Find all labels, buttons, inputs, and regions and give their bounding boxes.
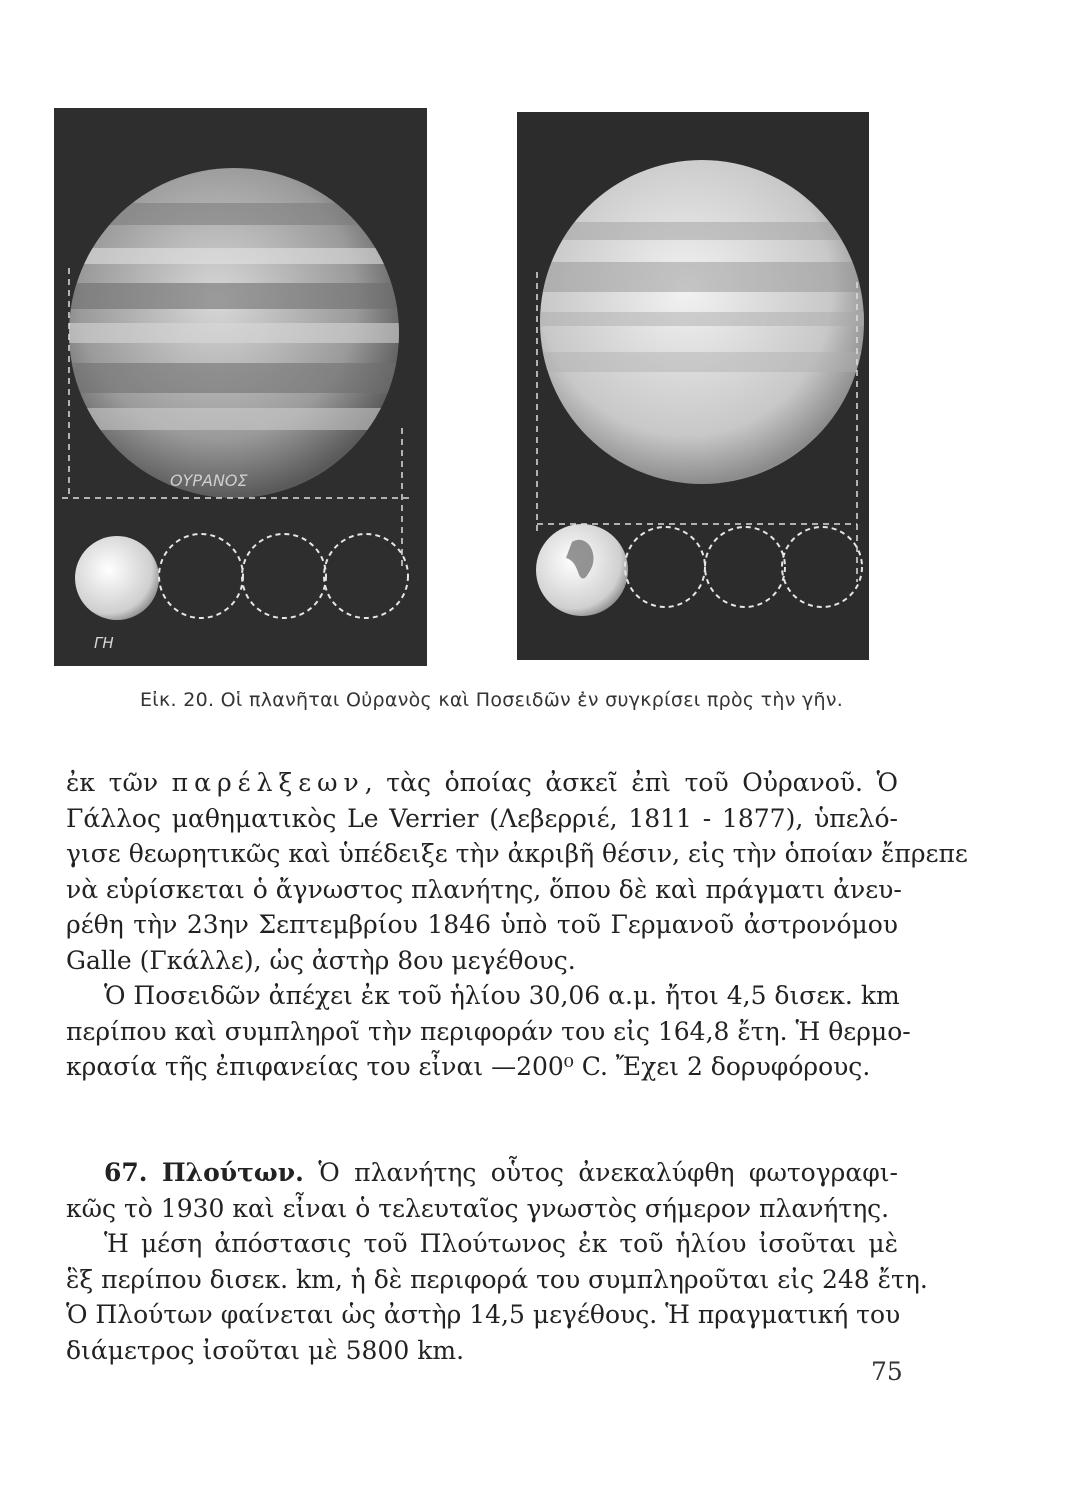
neptune-drawing (517, 112, 869, 660)
section-number: 67. (104, 1158, 148, 1187)
section-pluto (66, 1155, 928, 1368)
text-line: Ἡ μέση ἀπόστασις τοῦ Πλούτωνος ἐκ τοῦ ἡλίου ἰσοῦται μὲ (104, 1229, 898, 1258)
paragraph-neptune-discovery (66, 765, 968, 978)
earth-disc (75, 536, 159, 620)
text-line: διάμετρος ἰσοῦται μὲ 5800 km. (66, 1335, 465, 1365)
text-line: γισε θεωρητικῶς καὶ ὑπέδειξε τὴν ἀκριβῆ θέσιν, εἰς τὴν ὁποίαν ἔπρεπε (66, 839, 968, 868)
section-heading-line: 67. Πλούτων. Ὁ πλανήτης οὗτος ἀνεκαλύφθη φωτογραφι- (104, 1158, 898, 1187)
earth-label: ΓΗ (94, 634, 114, 652)
page-number: 75 (871, 1357, 903, 1386)
uranus-label: ΟΥΡΑΝΟΣ (170, 471, 248, 490)
paragraph-neptune-data (66, 978, 911, 1085)
figure-caption: Εἰκ. 20. Οἱ πλανῆται Οὐρανὸς καὶ Ποσειδῶν ἐν συγκρίσει πρὸς τὴν γῆν. (140, 689, 844, 711)
text-line: ρέθη τὴν 23ην Σεπτεμβρίου 1846 ὑπὸ τοῦ Γερμανοῦ ἀστρονόμου (66, 910, 898, 939)
text-line: Ὁ Πλούτων φαίνεται ὡς ἀστὴρ 14,5 μεγέθους. Ἡ πραγματική του (66, 1300, 901, 1329)
uranus-drawing (54, 108, 427, 666)
text-line: Ὁ Ποσειδῶν ἀπέχει ἐκ τοῦ ἡλίου 30,06 α.μ. ἤτοι 4,5 δισεκ. km (104, 981, 900, 1010)
text-line: κῶς τὸ 1930 καὶ εἶναι ὁ τελευταῖος γνωστὸς σήμερον πλανήτης. (66, 1193, 890, 1223)
uranus-comparison-image (54, 108, 427, 666)
text-line: ἐκ τῶν παρέλξεων, τὰς ὁποίας ἀσκεῖ ἐπὶ τοῦ Οὐρανοῦ. Ὁ (66, 768, 898, 797)
text-line: νὰ εὑρίσκεται ὁ ἄγνωστος πλανήτης, ὅπου δὲ καὶ πράγματι ἀνευ- (66, 874, 902, 904)
neptune-comparison-image (517, 112, 869, 660)
section-title: Πλούτων. (161, 1158, 304, 1187)
text-line: Galle (Γκάλλε), ὡς ἀστὴρ 8ου μεγέθους. (66, 945, 576, 975)
text-line: Γάλλος μαθηματικὸς Le Verrier (Λεβερριέ, 1811 - 1877), ὑπελό- (66, 803, 898, 833)
text-line: ἓξ περίπου δισεκ. km, ἡ δὲ περιφορά του συμπληροῦται εἰς 248 ἔτη. (66, 1264, 928, 1294)
text-line: περίπου καὶ συμπληροῖ τὴν περιφοράν του εἰς 164,8 ἔτη. Ἡ θερμο- (66, 1016, 911, 1046)
text-line: κρασία τῆς ἐπιφανείας του εἶναι —200⁰ C. Ἔχει 2 δορυφόρους. (66, 1052, 871, 1081)
